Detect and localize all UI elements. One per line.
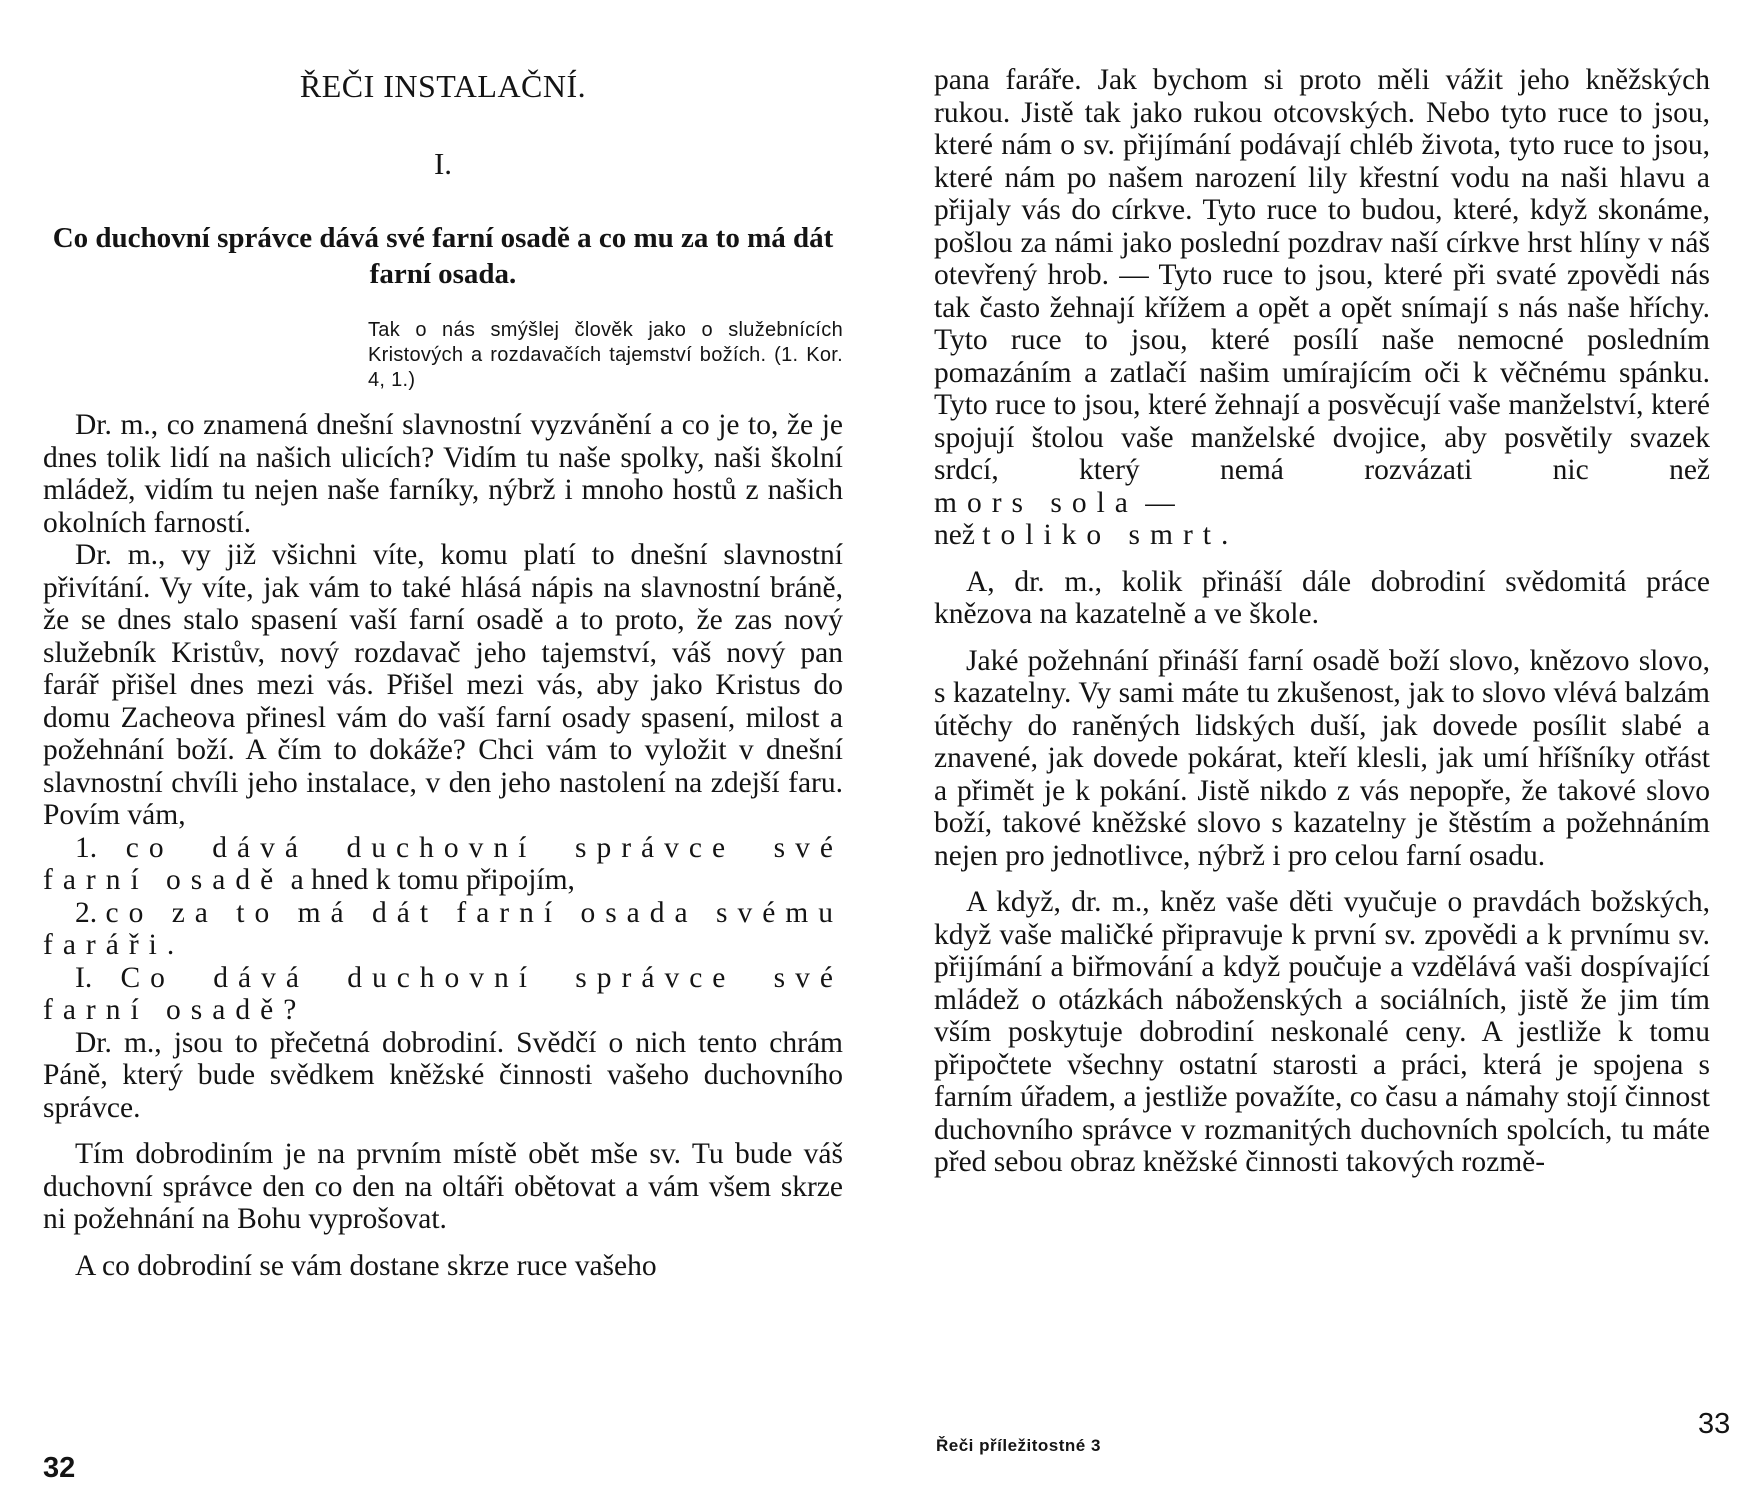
sermon-title: Co duchovní správce dává své farní osadě a co mu za to má dát farní osada. [52, 222, 834, 290]
part-heading: I. Co dává duchovní správce své farní osadě? [43, 961, 843, 1026]
paragraph: pana faráře. Jak bychom si proto měli vážit jeho kněžských rukou. Jistě tak jako rukou otcovských. Nebo tyto ruce to jsou, které nám o sv. přijímání podávají chléb života, tyto ruce to jsou, které nám po našem narození lily křestní vodu na naši hlavu a přijaly vás do církve. Tyto ruce to budou, které, když skonáme, pošlou za námi jako poslední pozdrav naší církve hrst hlíny v náš otevřený hrob. — Tyto ruce to jsou, které při svaté zpovědi nás tak často žehnají křížem a opět a opět snímají s nás naše hříchy. Tyto ruce to jsou, které posílí naše nemocné posledním pomazáním a zatlačí našim umírajícím oči k věčnému spánku. Tyto ruce to jsou, které žehnají a posvěcují vaše manželství, které spojují štolou vaše manželské dvojice, aby posvětily svazek srdcí, který nemá rozvázati nic než [934, 64, 1710, 486]
paragraph: Jaké požehnání přináší farní osadě boží slovo, knězovo slovo, s kazatelny. Vy sami máte tu zkušenost, jak to slovo vlévá balzám útěchy do raněných lidských duší, jak dovede posílit slabé a znavené, jak dovede pokárat, kteří klesli, jak umí hříšníky otřást a přimět je k pokání. Jistě nikdo z vás nepopře, že takové slovo boží, takové kněžské slovo s kazatelny je štěstím a požehnáním nejen pro jednotlivce, nýbrž i pro celou farní osadu. [934, 644, 1710, 872]
paragraph: Dr. m., jsou to přečetná dobrodiní. Svědčí o nich tento chrám Páně, který bude svědkem kněžské činnosti vašeho duchovního správce. [43, 1026, 843, 1124]
spaced-text: co za to má dát farní osada svému faráři. [43, 896, 843, 961]
right-page [876, 0, 1752, 1500]
page-number: 32 [43, 1452, 76, 1484]
closing-line [934, 519, 1710, 552]
paragraph: Dr. m., vy již všichni víte, komu platí to dnešní slavnostní přivítání. Vy víte, jak vám to také hlásá nápis na slavnostní bráně, že se dnes stalo spasení vaší farní osadě a to proto, že zas nový služebník Kristův, nový rozdavač jeho tajemství, váš nový pan farář přišel dnes mezi vás. Přišel mezi vás, aby jako Kristus do domu Zacheova přinesl vám do vaší farní osady spasení, milost a požehnání boží. A čím to dokáže? Chci vám to vyložit v dnešní slavnostní chvíli jeho instalace, v den jeho nastolení na zdejší faru. Povím vám, [43, 539, 843, 831]
page-number: 33 [1698, 1408, 1731, 1440]
closing-line [934, 487, 1710, 520]
signature-mark: Řeči příležitostné 3 [936, 1436, 1101, 1455]
right-text-column [934, 64, 1710, 1179]
latin-translation: toliko smrt. [982, 519, 1239, 551]
spaced-text: Co dává duchovní správce své farní osadě? [43, 961, 843, 1026]
paragraph: Tím dobrodiním je na prvním místě obět mše sv. Tu bude váš duchovní správce den co den na oltáři obětovat a vám všem skrze ni požehnání na Bohu vyprošovat. [43, 1138, 843, 1235]
left-text-column [43, 66, 843, 1282]
section-title: ŘEČI INSTALAČNÍ. [299, 68, 587, 104]
dash: — [1145, 486, 1175, 519]
section-number: I. [433, 146, 453, 181]
paragraph: A, dr. m., kolik přináší dále dobrodiní svědomitá práce knězova na kazatelně a ve škole. [934, 565, 1710, 630]
than-word: než [934, 519, 975, 551]
epigraph: Tak o nás smýšlej člověk jako o služebnících Kristových a rozdavačích tajemství božích. (1. Kor. 4, 1.) [368, 319, 843, 391]
paragraph: A když, dr. m., kněz vaše děti vyučuje o pravdách božských, když vaše maličké připravuje k první sv. zpovědi a k prvnímu sv. přijímání a biřmování a když poučuje a vzdělává vaši dospívající mládež o otázkách náboženských a sociálních, jistě že jim tím vším poskytuje dobrodiní neskonalé ceny. A jestliže k tomu připočtete všechny ostatní starosti a práci, která je spojena s farním úřadem, a jestliže považíte, co času a námahy stojí činnost duchovního správce v rozmanitých duchovních spolcích, tu máte před sebou obraz kněžské činnosti takových rozmě- [934, 886, 1710, 1178]
outline-item-1: 1. co dává duchovní správce své farní osadě a hned k tomu připojím, [43, 831, 844, 896]
paragraph: A co dobrodiní se vám dostane skrze ruce vašeho [75, 1249, 657, 1282]
paragraph: Dr. m., co znamená dnešní slavnostní vyzvánění a co je to, že je dnes tolik lidí na našich ulicích? Vidím tu naše spolky, naši školní mládež, vidím tu nejen naše farníky, nýbrž i mnoho hostů z našich okolních farností. [43, 409, 843, 539]
outline-item-2: 2. co za to má dát farní osada svému faráři. [43, 896, 843, 961]
spaced-text: co dává duchovní správce své farní osadě [43, 831, 844, 896]
latin-phrase: mors sola [934, 486, 1138, 519]
